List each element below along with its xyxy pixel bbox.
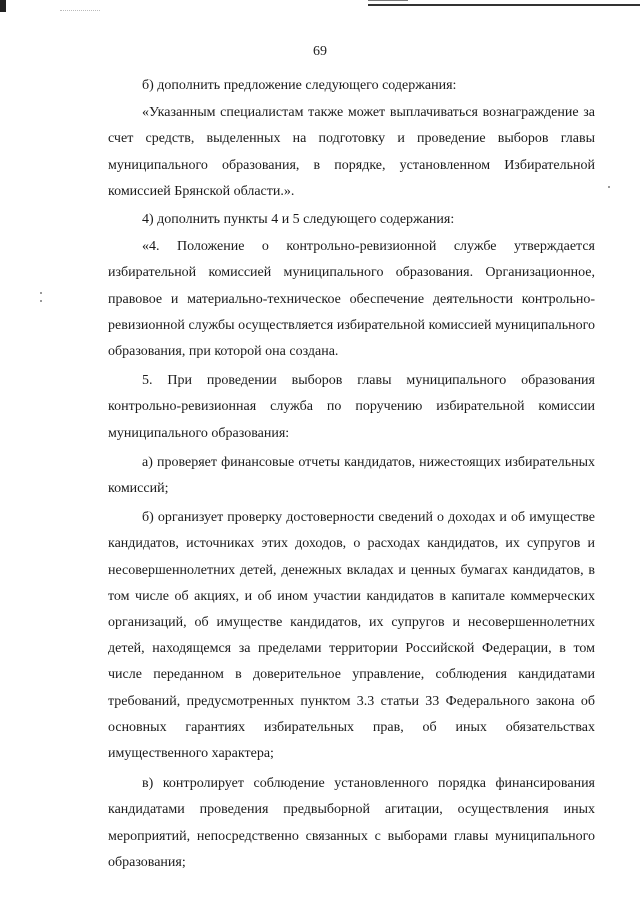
scan-artifact-speck	[40, 300, 42, 302]
scan-artifact-corner	[0, 0, 6, 12]
scan-artifact-line-thin	[368, 0, 408, 1]
paragraph: в) контролирует соблюдение установленного порядка финансирования кандидатами проведения предвыборной агитации, осуществления иных мероприятий, непосредственно связанных с выборами главы муниципального образования;	[108, 776, 595, 870]
scan-artifact-speck	[40, 292, 42, 294]
paragraph: а) проверяет финансовые отчеты кандидатов, нижестоящих избирательных комиссий;	[108, 454, 595, 497]
scan-artifact-dots	[60, 10, 100, 13]
scan-artifact-line	[368, 4, 640, 6]
scan-artifact-speck	[608, 186, 610, 188]
paragraph: 4) дополнить пункты 4 и 5 следующего содержания:	[142, 212, 455, 228]
page-number: 69	[313, 44, 327, 59]
document-body	[108, 73, 595, 876]
paragraph: б) дополнить предложение следующего содержания:	[142, 78, 457, 93]
paragraph: 5. При проведении выборов главы муниципального образования контрольно-ревизионная служба по поручению избирательной комиссии муниципального образования:	[108, 373, 595, 441]
paragraph: «Указанным специалистам также может выплачиваться вознаграждение за счет средств, выделенных на подготовку и проведение выборов главы муниципального образования, в порядке, установленном Избирательной комиссией Брянской области.».	[108, 105, 595, 199]
paragraph: б) организует проверку достоверности сведений о доходах и об имуществе кандидатов, источниках этих доходов, о расходах кандидатов, их супругов и несовершеннолетних детей, денежных вкладах и ценных бумагах кандидатов, в том числе об акциях, и об ином участии кандидатов в капитале коммерческих организаций, об имуществе кандидатов, их супругов и несовершеннолетних детей, находящемся за пределами территории Российской Федерации, в том числе переданном в доверительное управление, соблюдения кандидатами требований, предусмотренных пунктом 3.3 статьи 33 Федерального закона об основных гарантиях избирательных прав, об иных обязательствах имущественного характера;	[108, 510, 595, 762]
paragraph: «4. Положение о контрольно-ревизионной службе утверждается избирательной комиссией муниципального образования. Организационное, правовое и материально-техническое обеспечение деятельности контрольно-ревизионной службы осуществляется избирательной комиссией муниципального образования, при которой она создана.	[108, 239, 595, 360]
